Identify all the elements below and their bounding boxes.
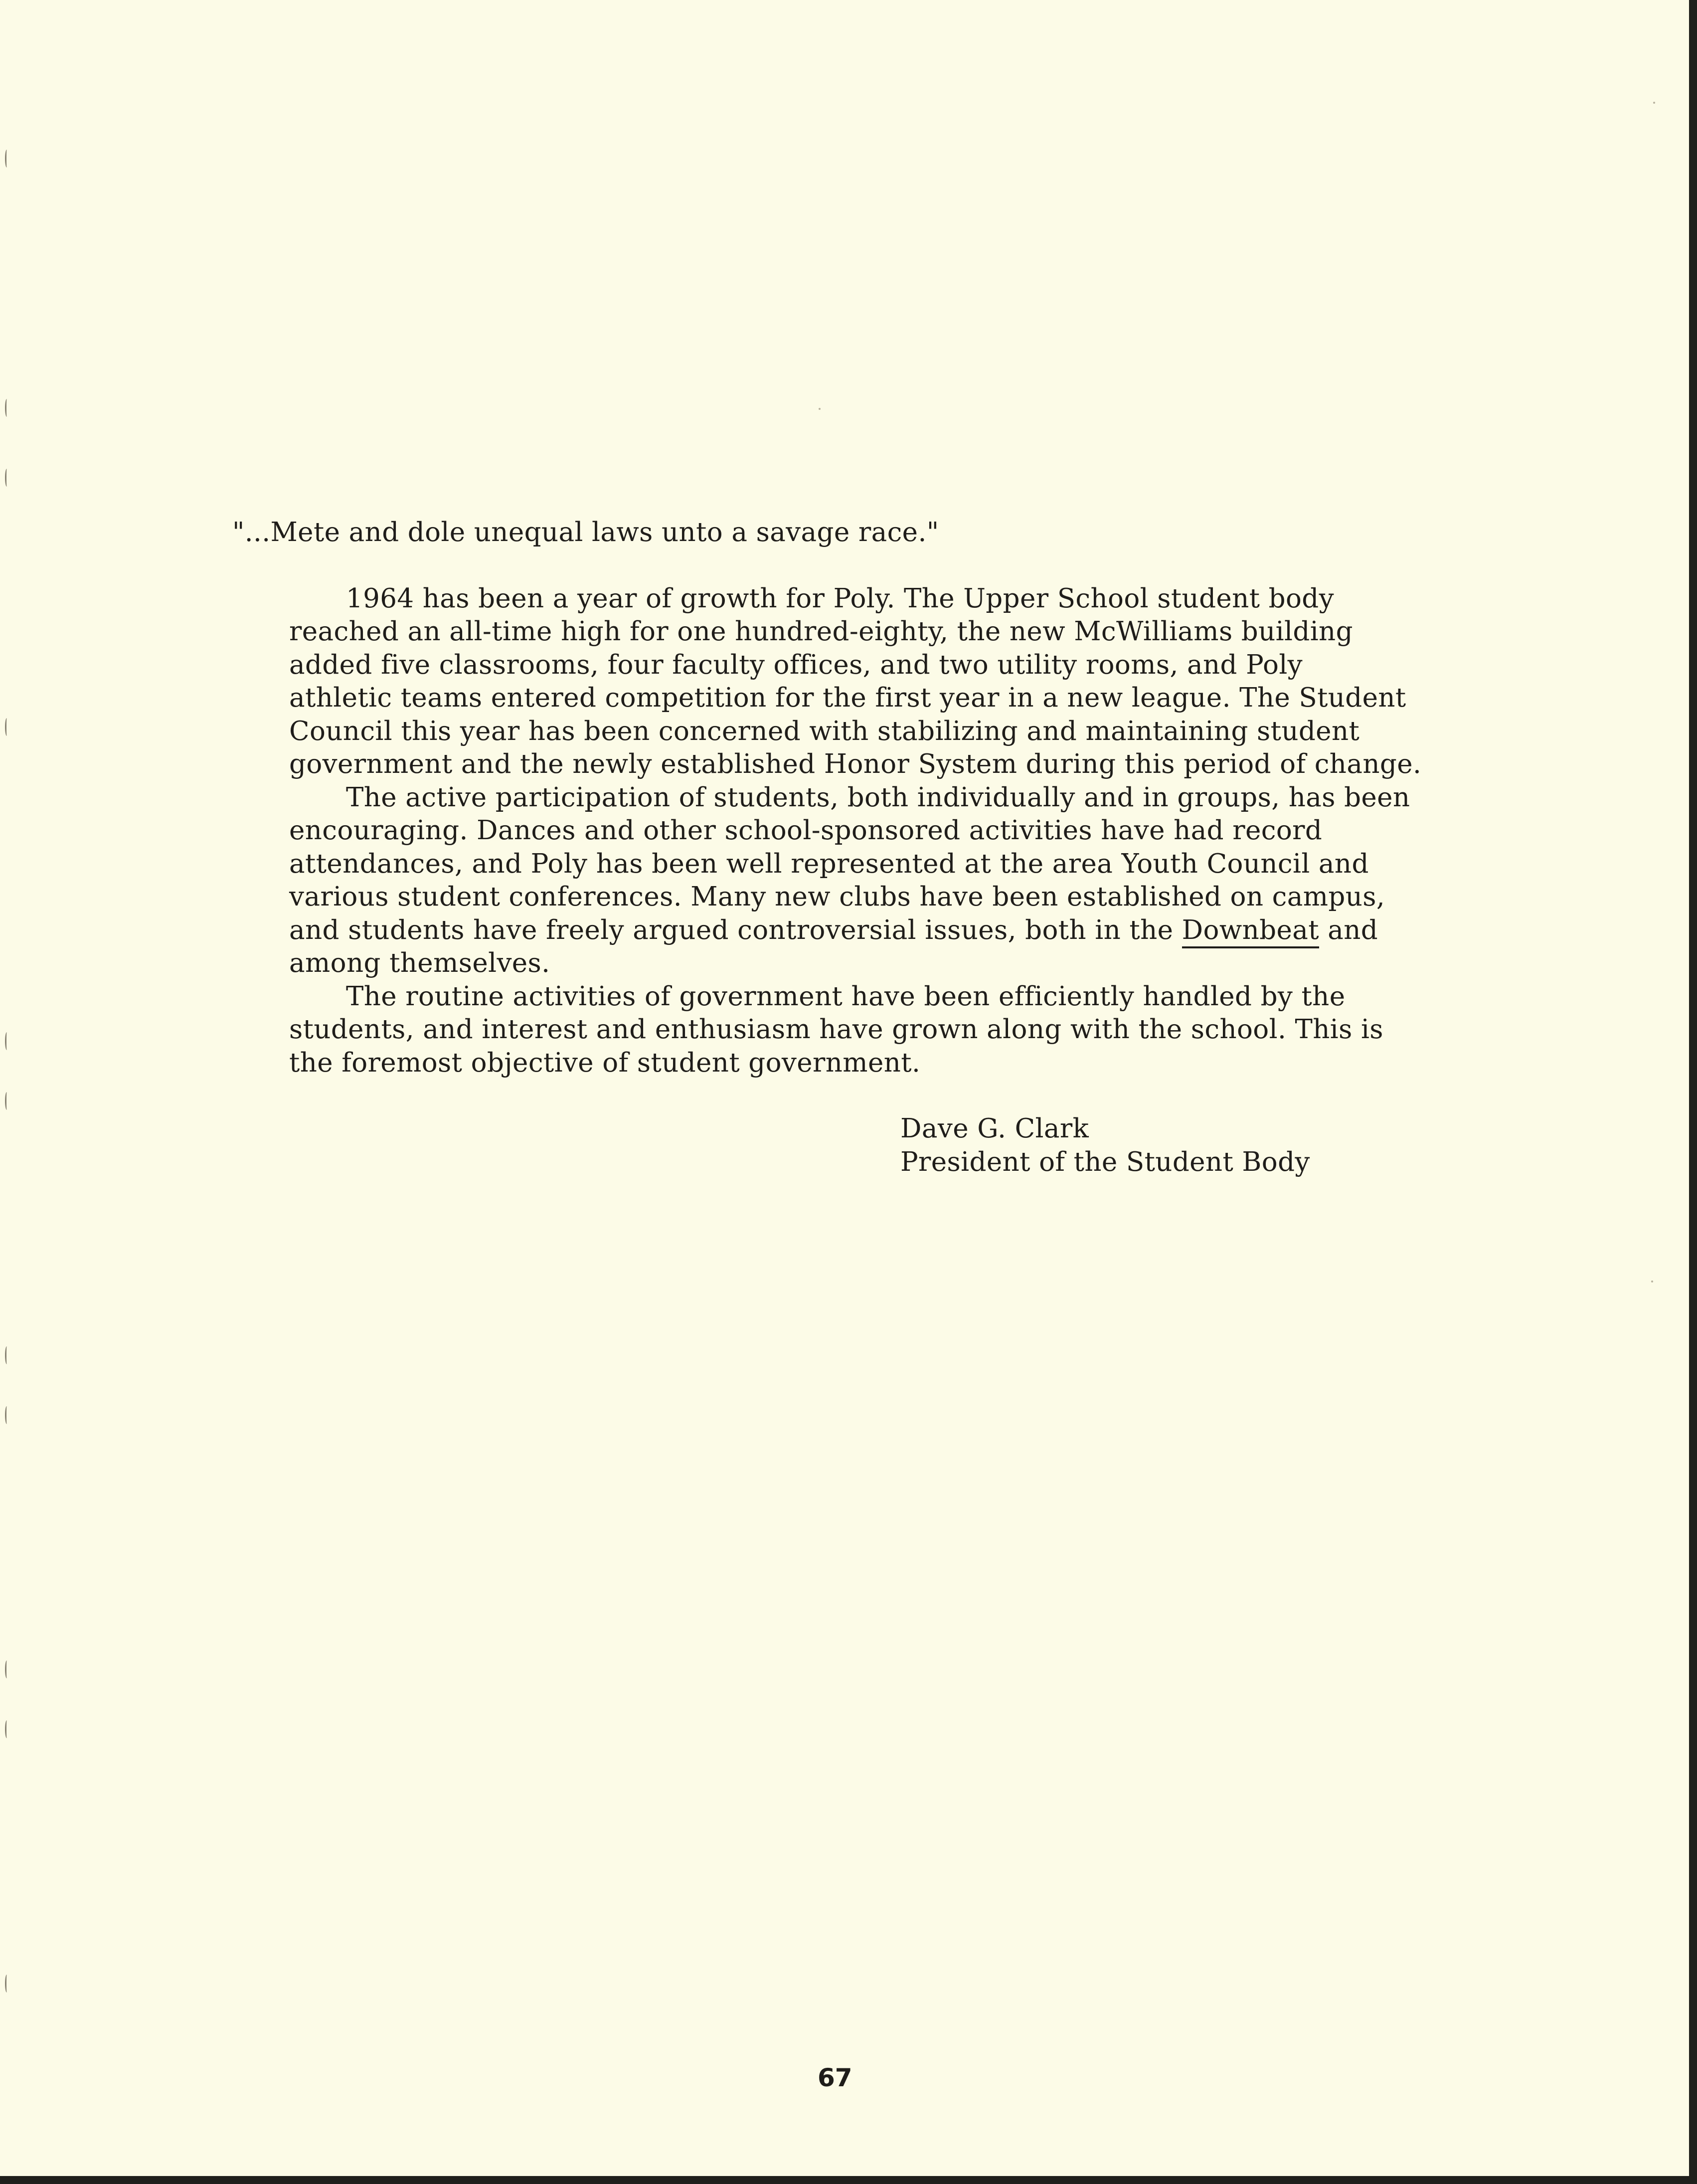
page-edge-bottom: [0, 2176, 1697, 2184]
text-line: The active participation of students, both individually and in groups, has been: [346, 782, 1410, 813]
text-segment: and students have freely argued controversial issues, both in the: [289, 914, 1182, 945]
text-segment: and: [1319, 914, 1378, 945]
text-line: The routine activities of government have been efficiently handled by the: [346, 981, 1346, 1012]
text-line: added five classrooms, four faculty offices, and two utility rooms, and Poly: [289, 649, 1303, 680]
paper-speck: [1651, 1280, 1653, 1282]
epigraph-quote: "...Mete and dole unequal laws unto a savage race.": [232, 517, 939, 547]
text-line-with-underline: [232, 914, 1469, 947]
page-number: 67: [818, 2063, 852, 2092]
paragraph-2: [232, 781, 1469, 980]
text-line: the foremost objective of student government.: [289, 1047, 921, 1078]
signatory-title: President of the Student Body: [900, 1146, 1310, 1177]
binding-marks: [5, 0, 20, 2176]
signatory-name: Dave G. Clark: [900, 1113, 1089, 1144]
text-line: athletic teams entered competition for the first year in a new league. The Student: [289, 683, 1406, 713]
page-edge-right: [1689, 0, 1697, 2184]
text-line: government and the newly established Honor System during this period of change.: [289, 749, 1422, 779]
letter-body: [232, 516, 1469, 1080]
paragraph-1: [232, 582, 1469, 781]
text-line: attendances, and Poly has been well represented at the area Youth Council and: [289, 848, 1369, 879]
text-line: encouraging. Dances and other school-sponsored activities have had record: [289, 815, 1323, 846]
text-line: Council this year has been concerned with stabilizing and maintaining student: [289, 716, 1360, 746]
text-line: among themselves.: [289, 948, 550, 978]
text-line: reached an all-time high for one hundred-eighty, the new McWilliams building: [289, 616, 1353, 647]
text-line: students, and interest and enthusiasm have grown along with the school. This is: [289, 1014, 1383, 1045]
paper-speck: [1653, 102, 1655, 104]
signature-block: [900, 1112, 1310, 1179]
newspaper-title-downbeat: Downbeat: [1182, 915, 1319, 948]
paragraph-3: [232, 980, 1469, 1080]
text-line: 1964 has been a year of growth for Poly. The Upper School student body: [346, 583, 1334, 614]
paper-speck: [819, 408, 821, 410]
text-line: various student conferences. Many new clubs have been established on campus,: [289, 882, 1385, 912]
